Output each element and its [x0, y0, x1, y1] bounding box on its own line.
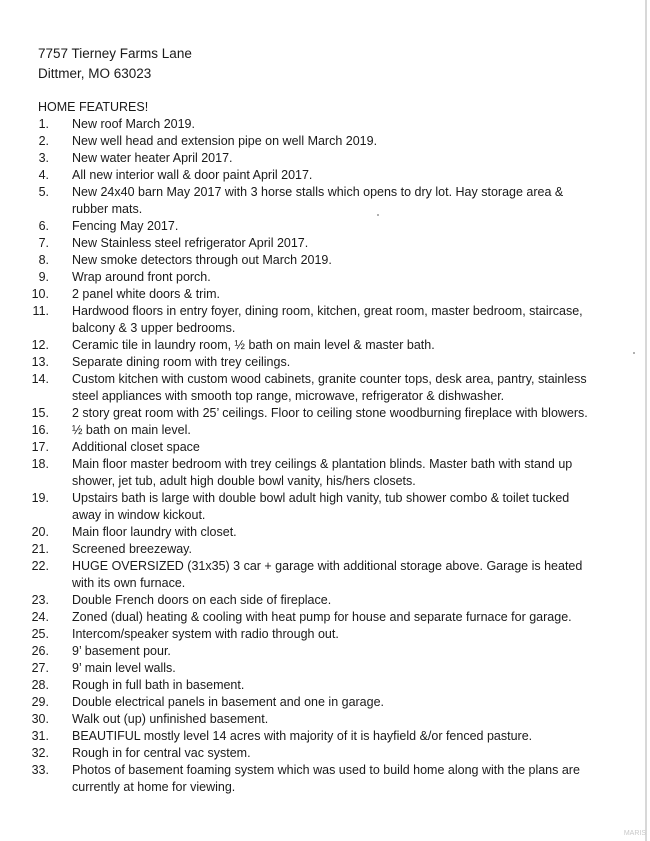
feature-number: 1. [38, 117, 49, 131]
feature-item [0, 643, 650, 660]
feature-number: 19. [31, 491, 49, 505]
feature-text: HUGE OVERSIZED (31x35) 3 car + garage with additional storage above. Garage is heated with its own furnace. [72, 559, 583, 590]
feature-text: Hardwood floors in entry foyer, dining room, kitchen, great room, master bedroom, staircase, balcony & 3 upper bedrooms. [72, 304, 583, 335]
feature-item [0, 286, 650, 303]
feature-text: Rough in full bath in basement. [72, 678, 245, 692]
feature-text: New well head and extension pipe on well March 2019. [72, 134, 378, 148]
feature-text: 9’ basement pour. [72, 644, 171, 658]
feature-item [0, 133, 650, 150]
feature-text: New smoke detectors through out March 2019. [72, 253, 332, 267]
feature-item [0, 235, 650, 252]
feature-item [0, 303, 650, 337]
features-list [0, 116, 650, 796]
feature-item [0, 422, 650, 439]
feature-item [0, 677, 650, 694]
feature-text: Wrap around front porch. [72, 270, 211, 284]
feature-number: 28. [31, 678, 49, 692]
feature-number: 15. [31, 406, 49, 420]
feature-text: Photos of basement foaming system which was used to build home along with the plans are currently at home for viewing. [72, 763, 580, 794]
feature-text: Screened breezeway. [72, 542, 192, 556]
feature-item [0, 167, 650, 184]
feature-text: Ceramic tile in laundry room, ½ bath on main level & master bath. [72, 338, 435, 352]
feature-item [0, 456, 650, 490]
feature-number: 17. [31, 440, 49, 454]
scan-edge [645, 0, 647, 841]
feature-item [0, 337, 650, 354]
feature-text: BEAUTIFUL mostly level 14 acres with majority of it is hayfield &/or fenced pasture. [72, 729, 533, 743]
feature-number: 14. [31, 372, 49, 386]
features-heading: HOME FEATURES! [38, 100, 149, 114]
feature-item [0, 694, 650, 711]
feature-number: 22. [31, 559, 49, 573]
feature-item [0, 660, 650, 677]
feature-number: 27. [31, 661, 49, 675]
feature-item [0, 711, 650, 728]
scan-speck [633, 352, 635, 354]
feature-item [0, 728, 650, 745]
feature-number: 3. [38, 151, 49, 165]
feature-item [0, 354, 650, 371]
feature-number: 23. [31, 593, 49, 607]
feature-text: 9’ main level walls. [72, 661, 176, 675]
feature-text: Walk out (up) unfinished basement. [72, 712, 269, 726]
feature-number: 16. [31, 423, 49, 437]
feature-item [0, 184, 650, 218]
feature-item [0, 439, 650, 456]
feature-number: 25. [31, 627, 49, 641]
feature-number: 4. [38, 168, 49, 182]
feature-item [0, 524, 650, 541]
feature-text: New Stainless steel refrigerator April 2017. [72, 236, 309, 250]
feature-item [0, 150, 650, 167]
feature-number: 32. [31, 746, 49, 760]
feature-text: Main floor master bedroom with trey ceilings & plantation blinds. Master bath with stand up shower, jet tub, adult high double bowl vanity, his/hers closets. [72, 457, 573, 488]
watermark: MARIS [623, 830, 646, 837]
feature-number: 10. [31, 287, 49, 301]
feature-text: Additional closet space [72, 440, 200, 454]
feature-number: 33. [31, 763, 49, 777]
feature-text: New roof March 2019. [72, 117, 195, 131]
feature-item [0, 745, 650, 762]
feature-text: 2 panel white doors & trim. [72, 287, 220, 301]
feature-number: 7. [38, 236, 49, 250]
feature-text: Double electrical panels in basement and one in garage. [72, 695, 385, 709]
feature-item [0, 116, 650, 133]
feature-item [0, 541, 650, 558]
feature-item [0, 592, 650, 609]
feature-number: 26. [31, 644, 49, 658]
feature-item [0, 371, 650, 405]
feature-number: 8. [38, 253, 49, 267]
feature-item [0, 218, 650, 235]
feature-item [0, 252, 650, 269]
feature-text: 2 story great room with 25’ ceilings. Floor to ceiling stone woodburning fireplace with blowers. [72, 406, 588, 420]
feature-item [0, 609, 650, 626]
feature-text: Main floor laundry with closet. [72, 525, 237, 539]
feature-text: All new interior wall & door paint April 2017. [72, 168, 313, 182]
scan-speck [377, 214, 379, 216]
feature-number: 2. [38, 134, 49, 148]
feature-item [0, 762, 650, 796]
feature-item [0, 269, 650, 286]
feature-text: Zoned (dual) heating & cooling with heat pump for house and separate furnace for garage. [72, 610, 572, 624]
feature-item [0, 558, 650, 592]
feature-number: 12. [31, 338, 49, 352]
feature-text: Separate dining room with trey ceilings. [72, 355, 291, 369]
feature-text: Intercom/speaker system with radio through out. [72, 627, 339, 641]
feature-text: New water heater April 2017. [72, 151, 233, 165]
feature-number: 5. [38, 185, 49, 199]
feature-number: 24. [31, 610, 49, 624]
feature-number: 30. [31, 712, 49, 726]
address-line-1: 7757 Tierney Farms Lane [38, 46, 192, 61]
feature-number: 21. [31, 542, 49, 556]
feature-text: Custom kitchen with custom wood cabinets, granite counter tops, desk area, pantry, stainless steel appliances with smooth top range, microwave, refrigerator & dishwasher. [72, 372, 587, 403]
feature-text: Upstairs bath is large with double bowl adult high vanity, tub shower combo & toilet tucked away in window kickout. [72, 491, 570, 522]
feature-number: 18. [31, 457, 49, 471]
feature-item [0, 626, 650, 643]
address-line-2: Dittmer, MO 63023 [38, 66, 152, 81]
feature-number: 6. [38, 219, 49, 233]
feature-text: ½ bath on main level. [72, 423, 191, 437]
feature-text: Fencing May 2017. [72, 219, 179, 233]
feature-number: 20. [31, 525, 49, 539]
feature-number: 31. [31, 729, 49, 743]
feature-number: 13. [31, 355, 49, 369]
feature-number: 11. [32, 304, 49, 318]
feature-item [0, 405, 650, 422]
feature-text: Double French doors on each side of fireplace. [72, 593, 332, 607]
feature-text: New 24x40 barn May 2017 with 3 horse stalls which opens to dry lot. Hay storage area & rubber mats. [72, 185, 564, 216]
feature-number: 9. [38, 270, 49, 284]
feature-text: Rough in for central vac system. [72, 746, 251, 760]
feature-number: 29. [31, 695, 49, 709]
feature-item [0, 490, 650, 524]
